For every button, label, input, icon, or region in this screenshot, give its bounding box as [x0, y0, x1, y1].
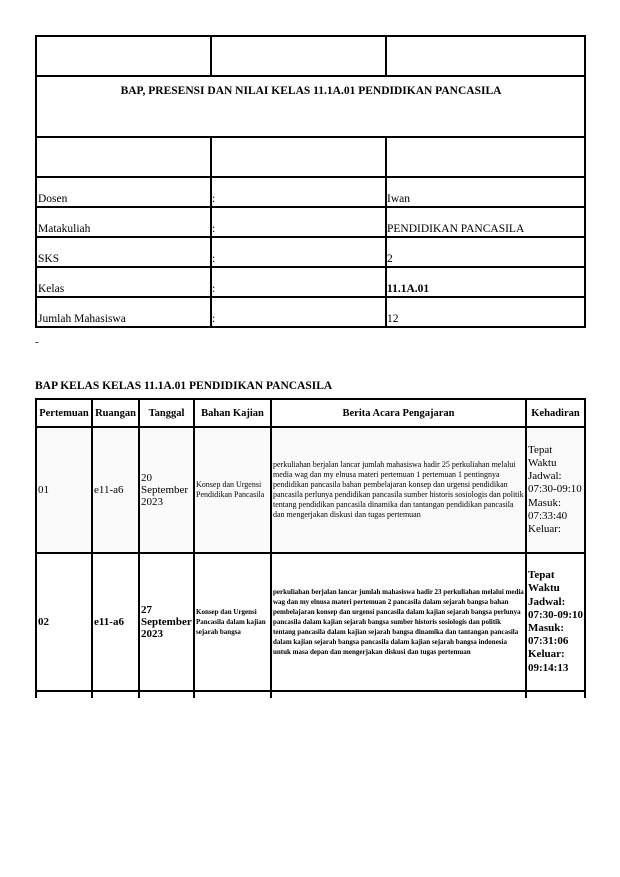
info-label: Jumlah Mahasiswa [36, 297, 211, 327]
header-bahan-kajian: Bahan Kajian [194, 399, 271, 427]
cell-berita-acara: perkuliahan berjalan lancar jumlah mahasiswa hadir 23 perkuliahan melalui media wag dan my elnusa materi pertemuan 2 pancasila dalam sejarah bangsa bahan pembelajaran konsep dan urgensi pancasila dalam kajian sejarah bangsa perlunya pancasila dalam kajian sejarah bangsa sumber historis sosiologis dan politik tentang pancasila dalam kajian sejarah bangsa dinamika dan tantangan pancasila dalam kajian sejarah bangsa pancasila dalam kajian sejarah bangsa indonesia untuk masa depan dan mengerjakan diskusi dan tugas pertemuan [271, 553, 526, 691]
bap-header-row [36, 399, 585, 427]
bap-table [35, 398, 586, 698]
info-separator: : [211, 207, 386, 237]
cell-ruangan: e11-a6 [92, 427, 139, 553]
info-label: Matakuliah [36, 207, 211, 237]
cell-ruangan: e11-a6 [92, 553, 139, 691]
blank-row [36, 36, 585, 76]
header-pertemuan: Pertemuan [36, 399, 92, 427]
cell-bahan-kajian: Konsep dan Urgensi Pendidikan Pancasila [194, 427, 271, 553]
cell-tanggal: 27 September 2023 [139, 553, 194, 691]
info-label: Kelas [36, 267, 211, 297]
bap-title: BAP KELAS KELAS 11.1A.01 PENDIDIKAN PANCASILA [35, 380, 333, 392]
info-value: 11.1A.01 [386, 267, 585, 297]
info-separator: : [211, 267, 386, 297]
info-row-matakuliah [36, 207, 585, 237]
cell-kehadiran: Tepat Waktu Jadwal: 07:30-09:10 Masuk: 07:31:06 Keluar: 09:14:13 [526, 553, 585, 691]
info-separator: : [211, 237, 386, 267]
dash-mark: - [35, 336, 39, 348]
cell-tanggal: 20 September 2023 [139, 427, 194, 553]
info-value: 12 [386, 297, 585, 327]
info-separator: : [211, 177, 386, 207]
cell-bahan-kajian: Konsep dan Urgensi Pancasila dalam kajian sejarah bangsa [194, 553, 271, 691]
header-kehadiran: Kehadiran [526, 399, 585, 427]
info-row-sks [36, 237, 585, 267]
cell-berita-acara: perkuliahan berjalan lancar jumlah mahasiswa hadir 25 perkuliahan melalui media wag dan my elnusa materi pertemuan 1 pertemuan 1 pentingnya pendidikan pancasila bahan pembelajaran konsep dan urgensi pendidikan pancasila perlunya pendidikan pancasila sumber historis sosiologis dan politik tentang pendidikan pancasila dinamika dan tantangan pendidikan pancasila dan mengerjakan diskusi dan tugas pertemuan [271, 427, 526, 553]
info-value: 2 [386, 237, 585, 267]
info-value: Iwan [386, 177, 585, 207]
cell-pertemuan: 02 [36, 553, 92, 691]
blank-row [36, 137, 585, 177]
info-separator: : [211, 297, 386, 327]
info-table [35, 35, 586, 328]
header-tanggal: Tanggal [139, 399, 194, 427]
table-row [36, 553, 585, 691]
info-label: Dosen [36, 177, 211, 207]
info-label: SKS [36, 237, 211, 267]
cell-pertemuan: 01 [36, 427, 92, 553]
info-row-jumlah [36, 297, 585, 327]
document-title: BAP, PRESENSI DAN NILAI KELAS 11.1A.01 PENDIDIKAN PANCASILA [36, 76, 585, 137]
info-row-dosen [36, 177, 585, 207]
header-berita-acara: Berita Acara Pengajaran [271, 399, 526, 427]
info-row-kelas [36, 267, 585, 297]
info-value: PENDIDIKAN PANCASILA [386, 207, 585, 237]
table-row [36, 427, 585, 553]
table-tail-row [36, 691, 585, 698]
cell-kehadiran: Tepat Waktu Jadwal: 07:30-09:10 Masuk: 07:33:40 Keluar: [526, 427, 585, 553]
header-ruangan: Ruangan [92, 399, 139, 427]
